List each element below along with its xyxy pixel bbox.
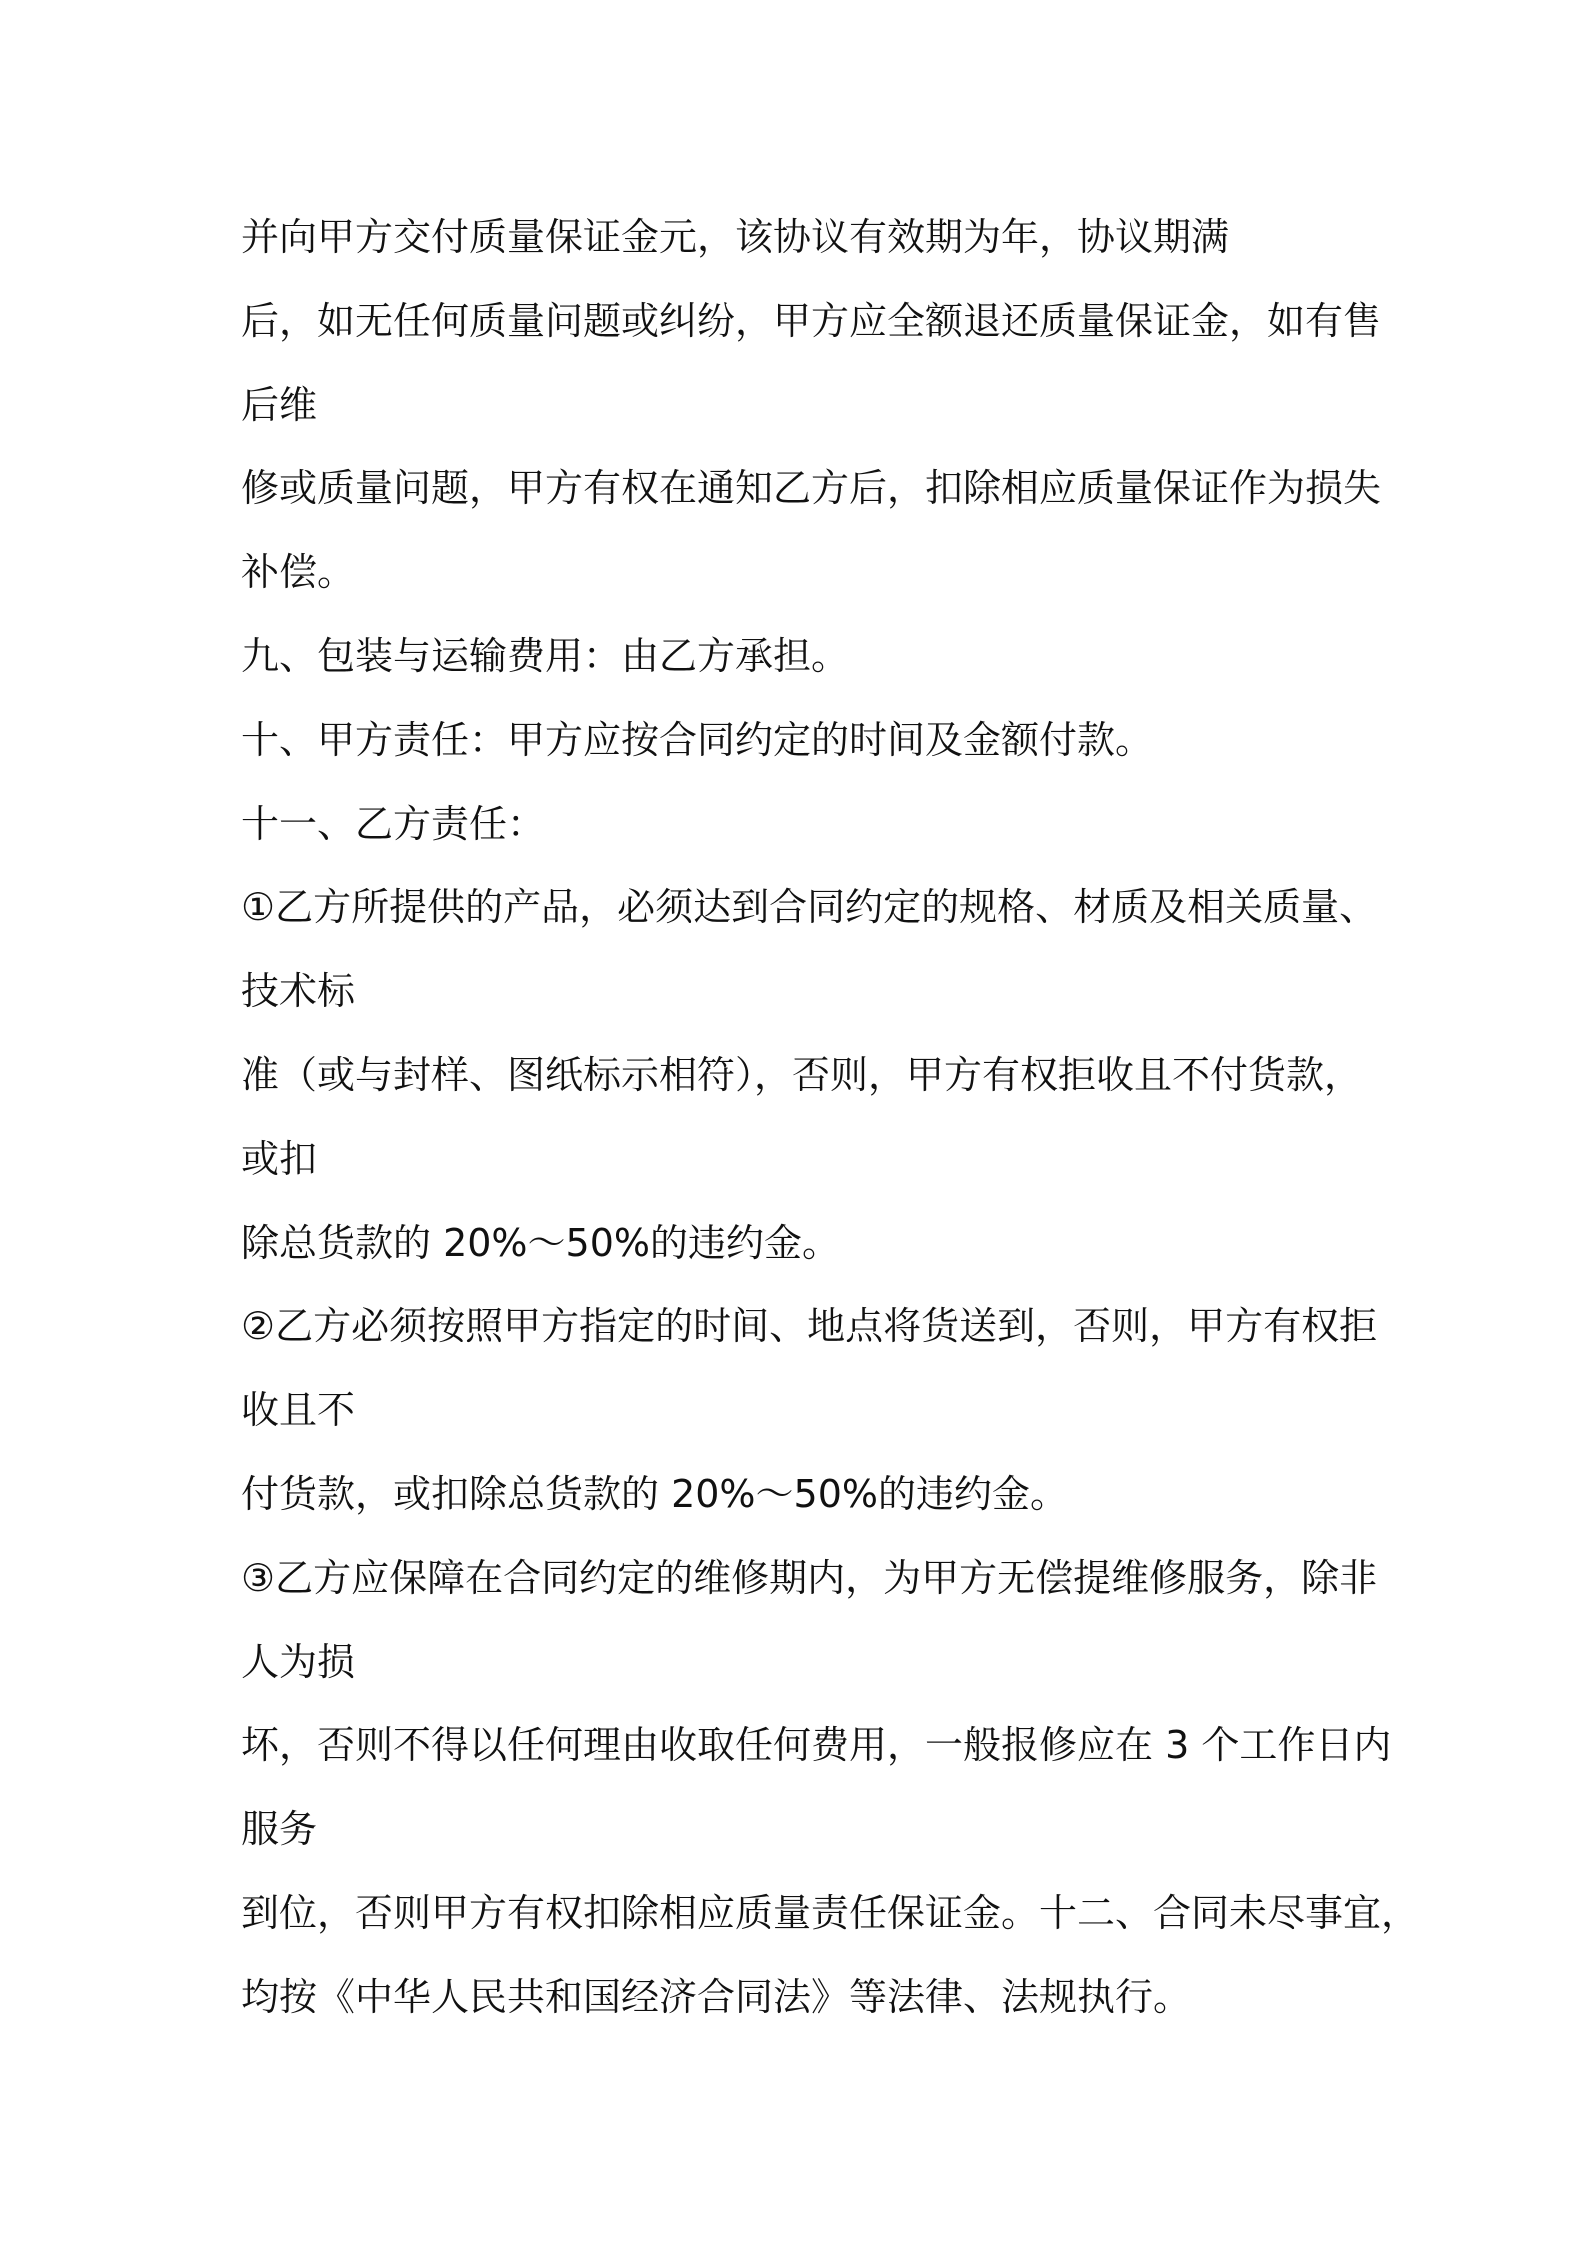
clause-1-line-3: 准（或与封样、图纸标示相符），否则，甲方有权拒收且不付货款， [241,1052,1363,1097]
clause-1-line-5: 除总货款的 20%～50%的违约金。 [241,1220,841,1265]
text-line-final: 均按《中华人民共和国经济合同法》等法律、法规执行。 [241,1974,1192,2019]
clause-3-line-1: ③乙方应保障在合同约定的维修期内，为甲方无偿提维修服务，除非 [241,1555,1378,1600]
text-line-1: 并向甲方交付质量保证金元，该协议有效期为年，协议期满 [241,215,1230,259]
clause-1-line-2: 技术标 [241,969,356,1014]
clause-2-line-3: 付货款，或扣除总货款的 20%～50%的违约金。 [241,1471,1069,1516]
clause-3-line-4: 服务 [241,1807,318,1852]
text-line-3: 后维 [241,382,318,427]
text-line-4: 修或质量问题，甲方有权在通知乙方后，扣除相应质量保证作为损失 [241,466,1382,511]
document-body [241,196,1420,2040]
clause-3-line-5: 到位，否则甲方有权扣除相应质量责任保证金。十二、合同未尽事宜， [241,1890,1420,1935]
section-9-packaging: 九、包装与运输费用：由乙方承担。 [241,633,850,678]
clause-3-line-3: 坏，否则不得以任何理由收取任何费用，一般报修应在 3 个工作日内 [241,1723,1392,1768]
text-line-2: 后，如无任何质量问题或纠纷，甲方应全额退还质量保证金，如有售 [241,298,1382,343]
clause-3-line-2: 人为损 [241,1639,356,1684]
text-line-5: 补偿。 [241,550,356,595]
section-10-party-a-duty: 十、甲方责任：甲方应按合同约定的时间及金额付款。 [241,717,1154,762]
clause-2-line-2: 收且不 [241,1388,356,1433]
clause-2-line-1: ②乙方必须按照甲方指定的时间、地点将货送到，否则，甲方有权拒 [241,1304,1378,1349]
clause-1-line-1: ①乙方所提供的产品，必须达到合同约定的规格、材质及相关质量、 [241,885,1378,930]
clause-1-line-4: 或扣 [241,1136,318,1181]
section-11-heading: 十一、乙方责任： [241,801,546,846]
